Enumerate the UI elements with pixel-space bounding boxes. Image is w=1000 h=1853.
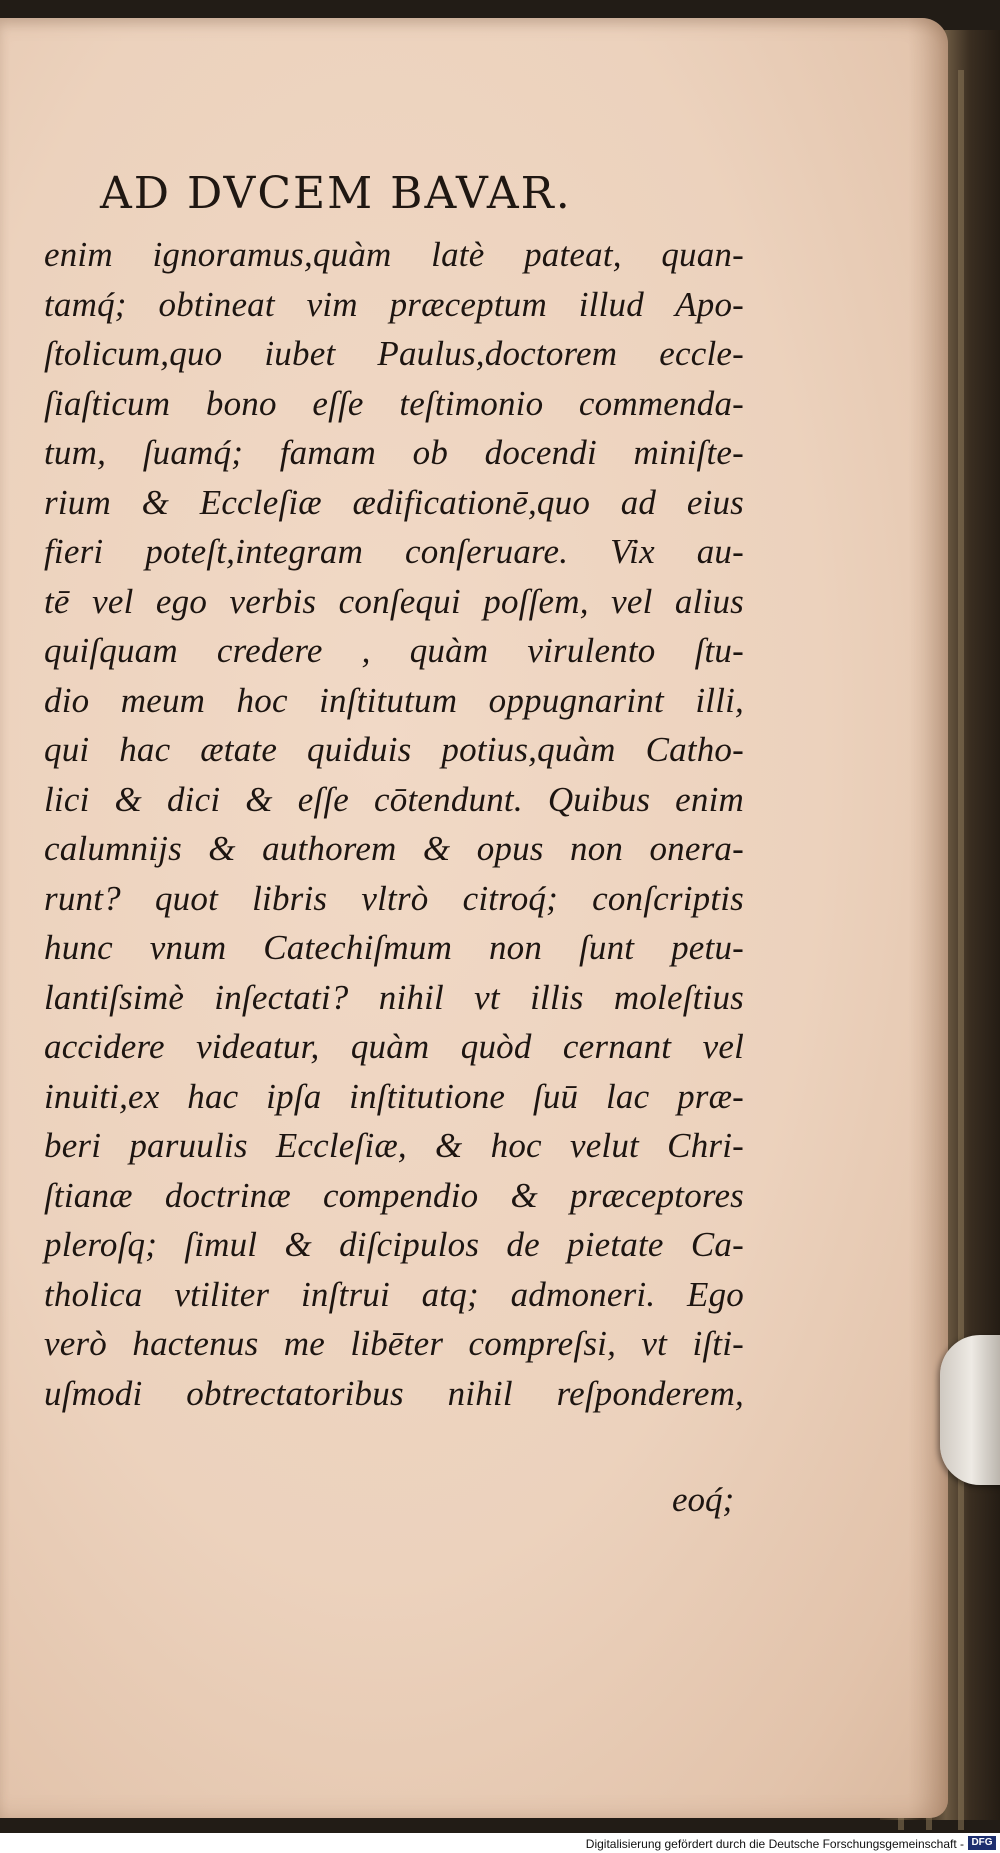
text-line: enim ignoramus,quàm latè pateat, quan- xyxy=(44,235,744,274)
text-line: calumnijs & authorem & opus non onera- xyxy=(44,829,744,868)
text-line: tamq́; obtineat vim præceptum illud Apo- xyxy=(44,284,744,324)
text-line: quiſquam credere , quàm virulento ſtu- xyxy=(44,631,744,670)
text-line: ſtolicum,quo iubet Paulus,doctorem eccle- xyxy=(44,334,744,373)
text-line: runt? quot libris vltrò citroq́; conſcriptis xyxy=(44,878,744,918)
text-line: tholica vtiliter inſtrui atq; admoneri. Ego xyxy=(44,1274,744,1314)
text-line: rium & Eccleſiæ ædificationē,quo ad eius xyxy=(44,482,744,522)
text-line: fieri poteſt,integram conſeruare. Vix au- xyxy=(44,532,744,571)
page-edge-stripe xyxy=(958,70,964,1830)
text-line: tum, ſuamq́; famam ob docendi miniſte- xyxy=(44,433,744,472)
page-clip xyxy=(940,1335,1000,1485)
text-line: ſiaſticum bono eſſe teſtimonio commenda- xyxy=(44,383,744,423)
text-line: qui hac ætate quiduis potius,quàm Catho- xyxy=(44,730,744,769)
text-line: ſtianæ doctrinæ compendio & præceptores xyxy=(44,1175,744,1215)
footer-credit: Digitalisierung gefördert durch die Deutsche Forschungsgemeinschaft - xyxy=(585,1837,964,1851)
text-line: uſmodi obtrectatoribus nihil reſponderem, xyxy=(44,1373,744,1413)
text-line: beri paruulis Eccleſiæ, & hoc velut Chri- xyxy=(44,1126,744,1165)
dfg-logo: DFG xyxy=(968,1836,996,1850)
text-line: verò hactenus me libēter compreſsi, vt iſti- xyxy=(44,1324,744,1363)
catchword: eoq́; xyxy=(672,1480,735,1519)
running-head: AD DVCEM BAVAR. xyxy=(100,168,572,219)
body-text xyxy=(44,230,744,1418)
text-line: inuiti,ex hac ipſa inſtitutione ſuū lac præ- xyxy=(44,1076,744,1116)
text-line: lici & dici & eſſe cōtendunt. Quibus enim xyxy=(44,779,744,819)
text-line: tē vel ego verbis conſequi poſſem, vel alius xyxy=(44,581,744,621)
text-line: accidere videatur, quàm quòd cernant vel xyxy=(44,1027,744,1066)
text-line: dio meum hoc inſtitutum oppugnarint illi, xyxy=(44,680,744,720)
text-line: pleroſq; ſimul & diſcipulos de pietate Ca- xyxy=(44,1225,744,1264)
text-line: hunc vnum Catechiſmum non ſunt petu- xyxy=(44,928,744,967)
footer-bar xyxy=(0,1833,1000,1853)
text-line: lantiſsimè inſectati? nihil vt illis moleſtius xyxy=(44,977,744,1017)
page-fold-shadow xyxy=(908,18,948,1818)
